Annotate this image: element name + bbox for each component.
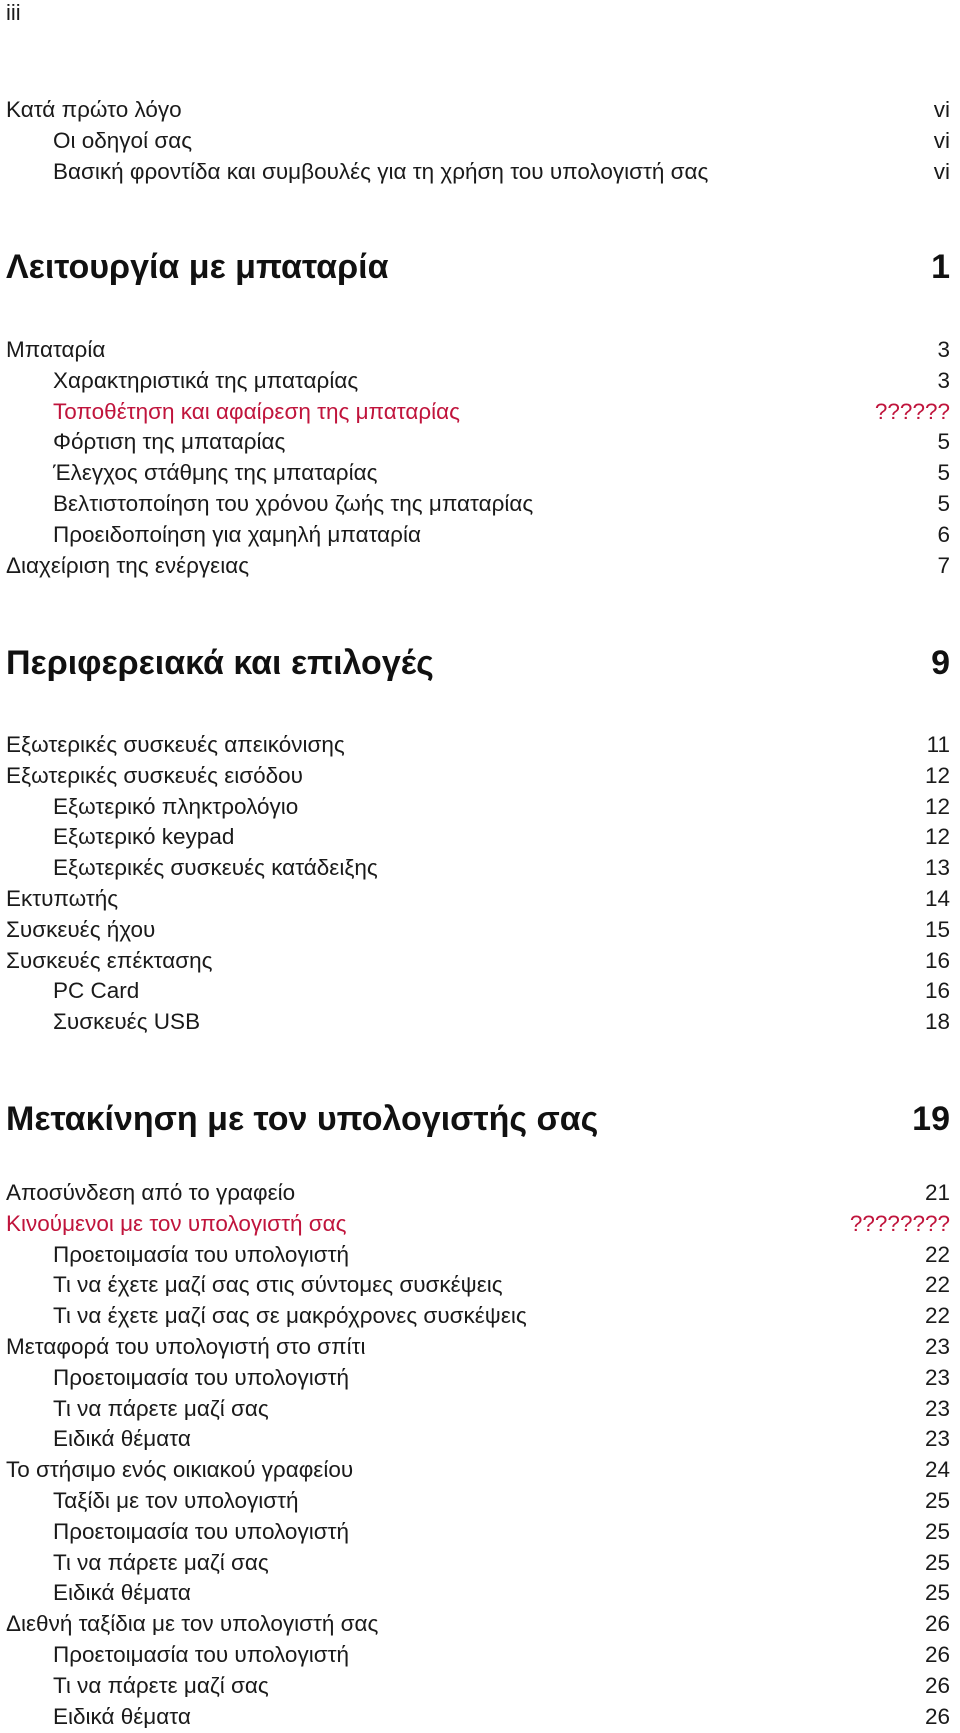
toc-entry-title: Διεθνή ταξίδια με τον υπολογιστή σας [6, 1611, 379, 1637]
toc-entry-page: 15 [924, 916, 950, 942]
toc-chapter-1-list [6, 335, 950, 581]
toc-entry[interactable] [6, 1007, 950, 1038]
toc-entry-title: Εξωτερικό πληκτρολόγιο [53, 793, 299, 819]
toc-entry[interactable] [6, 366, 950, 397]
toc-entry-page: 13 [924, 855, 950, 881]
toc-entry-page: 23 [924, 1395, 950, 1421]
toc-entry-title: Ειδικά θέματα [53, 1580, 191, 1606]
toc-entry[interactable] [6, 458, 950, 489]
toc-entry-page: 12 [924, 762, 950, 788]
toc-entry[interactable] [6, 335, 950, 366]
toc-entry[interactable] [6, 1455, 950, 1486]
toc-entry-page: 3 [937, 367, 950, 393]
toc-entry-page: vi [933, 127, 950, 153]
toc-entry-title: Το στήσιμο ενός οικιακού γραφείου [6, 1457, 354, 1483]
toc-entry-title: Αποσύνδεση από το γραφείο [6, 1180, 296, 1205]
toc-entry-title: Εκτυπωτής [6, 885, 119, 911]
toc-entry-page: 23 [924, 1333, 950, 1359]
toc-entry-page: 25 [924, 1580, 950, 1606]
toc-entry-highlighted[interactable] [6, 397, 950, 428]
toc-entry-title: Μεταφορά του υπολογιστή στο σπίτι [6, 1333, 366, 1359]
toc-entry-page: 12 [924, 824, 950, 850]
toc-entry-page: 25 [924, 1487, 950, 1513]
chapter-heading[interactable] [6, 641, 950, 685]
toc-entry-title: Έλεγχος στάθμης της μπαταρίας [53, 460, 378, 486]
toc-entry-title: Τι να έχετε μαζί σας σε μακρόχρονες συσκέψεις [53, 1303, 527, 1329]
chapter-heading[interactable] [6, 1097, 950, 1141]
toc-entry-title: Ταξίδι με τον υπολογιστή [53, 1487, 299, 1513]
toc-entry[interactable] [6, 976, 950, 1007]
toc-entry-title: Φόρτιση της μπαταρίας [53, 429, 286, 455]
toc-entry[interactable] [6, 1671, 950, 1702]
toc-entry-page: 5 [937, 490, 950, 516]
chapter-title: Μετακίνηση με τον υπολογιστής σας [6, 1100, 599, 1138]
toc-entry-title: Εξωτερικές συσκευές εισόδου [6, 762, 303, 788]
toc-entry[interactable] [6, 730, 950, 761]
toc-entry[interactable] [6, 1301, 950, 1332]
toc-entry-page: 6 [937, 521, 950, 547]
toc-entry-title: Τι να έχετε μαζί σας στις σύντομες συσκέψεις [53, 1272, 503, 1298]
toc-entry[interactable] [6, 853, 950, 884]
toc-entry-title: Συσκευές ήχου [6, 916, 156, 942]
toc-entry[interactable] [6, 1517, 950, 1548]
toc-entry-title: Συσκευές USB [53, 1009, 201, 1035]
toc-entry-page: 24 [924, 1457, 950, 1483]
toc-entry[interactable] [6, 427, 950, 458]
chapter-heading[interactable] [6, 245, 950, 289]
toc-entry[interactable] [6, 1424, 950, 1455]
toc-entry-page: 26 [924, 1672, 950, 1698]
toc-entry-page: 16 [924, 978, 950, 1004]
toc-entry-title: Βελτιστοποίηση του χρόνου ζωής της μπαταρίας [53, 490, 534, 516]
toc-entry-page: ?????? [874, 398, 950, 424]
toc-entry-title: Εξωτερικές συσκευές απεικόνισης [6, 732, 345, 757]
toc-entry-title: Προετοιμασία του υπολογιστή [53, 1241, 349, 1267]
toc-entry-title: Συσκευές επέκτασης [6, 947, 213, 973]
toc-entry[interactable] [6, 520, 950, 551]
toc-entry-page: 3 [937, 337, 950, 362]
toc-entry-page: ???????? [849, 1210, 950, 1236]
toc-entry-title: Ειδικά θέματα [53, 1426, 191, 1452]
toc-entry-page: 26 [924, 1641, 950, 1667]
toc-entry[interactable] [6, 1548, 950, 1579]
toc-entry-title: Διαχείριση της ενέργειας [6, 552, 250, 578]
toc-entry-title: Οι οδηγοί σας [53, 127, 193, 153]
toc-entry-page: 22 [924, 1241, 950, 1267]
toc-entry-page: 22 [924, 1272, 950, 1298]
chapter-title: Λειτουργία με μπαταρία [6, 248, 389, 286]
toc-entry-page: 7 [937, 552, 950, 578]
toc-front-list [6, 95, 950, 187]
chapter-title: Περιφερειακά και επιλογές [6, 644, 434, 682]
chapter-page: 9 [931, 644, 950, 682]
toc-entry-page: 23 [924, 1426, 950, 1452]
toc-entry[interactable] [6, 761, 950, 792]
toc-entry-page: 25 [924, 1549, 950, 1575]
toc-entry[interactable] [6, 884, 950, 915]
page-number: iii [6, 0, 21, 25]
toc-entry[interactable] [6, 551, 950, 582]
toc-entry-page: 11 [926, 732, 950, 757]
toc-entry[interactable] [6, 95, 950, 126]
toc-entry[interactable] [6, 157, 950, 188]
toc-entry[interactable] [6, 946, 950, 977]
toc-entry[interactable] [6, 1640, 950, 1671]
toc-entry[interactable] [6, 792, 950, 823]
toc-chapter-2-list [6, 730, 950, 1038]
chapter-page: 1 [931, 248, 950, 286]
toc-entry[interactable] [6, 1240, 950, 1271]
toc-entry-title: Τι να πάρετε μαζί σας [53, 1395, 269, 1421]
toc-entry-title: Ειδικά θέματα [53, 1703, 191, 1729]
toc-entry-page: 26 [924, 1703, 950, 1729]
toc-entry[interactable] [6, 1702, 950, 1733]
toc-entry-page: vi [933, 97, 950, 122]
toc-entry-page: 14 [924, 885, 950, 911]
toc-entry[interactable] [6, 822, 950, 853]
toc-entry-title: Εξωτερικές συσκευές κατάδειξης [53, 855, 378, 881]
toc-entry[interactable] [6, 1178, 950, 1209]
toc-entry[interactable] [6, 489, 950, 520]
toc-entry[interactable] [6, 126, 950, 157]
toc-entry-page: 25 [924, 1518, 950, 1544]
toc-entry[interactable] [6, 1270, 950, 1301]
toc-entry-page: 5 [937, 429, 950, 455]
toc-entry-title: Τι να πάρετε μαζί σας [53, 1549, 269, 1575]
toc-entry-title: PC Card [53, 978, 140, 1004]
toc-entry[interactable] [6, 1486, 950, 1517]
toc-entry-title: Βασική φροντίδα και συμβουλές για τη χρήση του υπολογιστή σας [53, 158, 709, 184]
toc-entry-page: 21 [924, 1180, 950, 1205]
toc-entry-title: Μπαταρία [6, 337, 106, 362]
toc-entry-title: Χαρακτηριστικά της μπαταρίας [53, 367, 359, 393]
toc-entry-title: Προετοιμασία του υπολογιστή [53, 1641, 349, 1667]
toc-entry-title: Κινούμενοι με τον υπολογιστή σας [6, 1210, 347, 1236]
toc-entry-title: Εξωτερικό keypad [53, 824, 235, 850]
toc-entry-page: 26 [924, 1611, 950, 1637]
toc-entry-title: Τοποθέτηση και αφαίρεση της μπαταρίας [53, 398, 460, 424]
toc-entry[interactable] [6, 1609, 950, 1640]
toc-entry-title: Προειδοποίηση για χαμηλή μπαταρία [53, 521, 421, 547]
toc-entry[interactable] [6, 1394, 950, 1425]
toc-entry[interactable] [6, 915, 950, 946]
toc-entry-page: vi [933, 158, 950, 184]
chapter-page: 19 [912, 1100, 950, 1138]
toc-entry-title: Προετοιμασία του υπολογιστή [53, 1364, 349, 1390]
toc-entry-page: 12 [924, 793, 950, 819]
toc-chapter-3-list [6, 1178, 950, 1732]
toc-entry[interactable] [6, 1363, 950, 1394]
toc-entry-page: 23 [924, 1364, 950, 1390]
toc-entry-page: 16 [924, 947, 950, 973]
toc-entry-title: Κατά πρώτο λόγο [6, 97, 182, 122]
toc-entry-title: Τι να πάρετε μαζί σας [53, 1672, 269, 1698]
toc-entry-page: 22 [924, 1303, 950, 1329]
toc-entry-page: 5 [937, 460, 950, 486]
toc-entry-highlighted[interactable] [6, 1209, 950, 1240]
toc-entry[interactable] [6, 1332, 950, 1363]
toc-entry-page: 18 [924, 1009, 950, 1035]
toc-entry[interactable] [6, 1578, 950, 1609]
toc-entry-title: Προετοιμασία του υπολογιστή [53, 1518, 349, 1544]
